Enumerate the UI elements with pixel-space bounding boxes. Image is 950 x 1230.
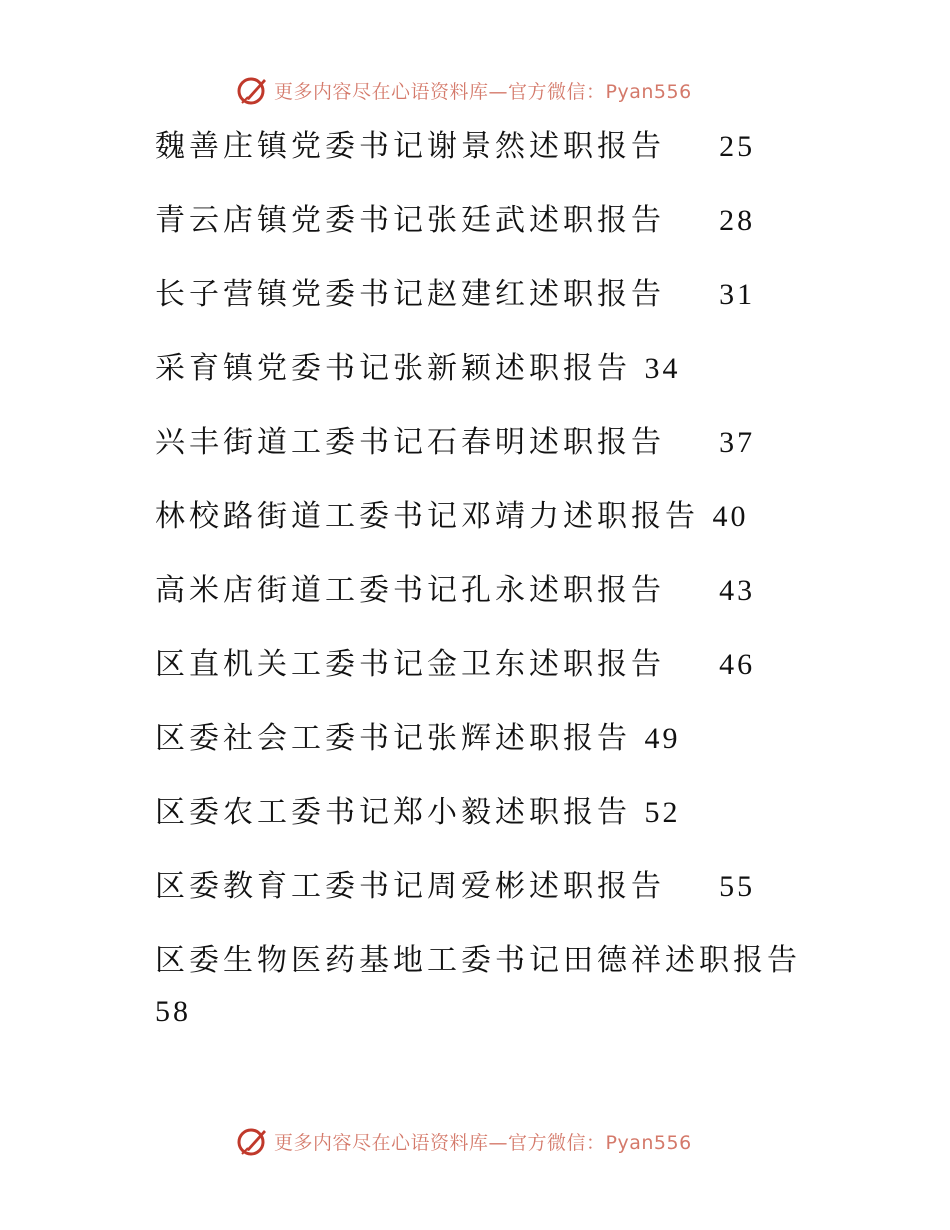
toc-entry bbox=[155, 337, 855, 411]
toc-title: 区委教育工委书记周爱彬述职报告 bbox=[155, 869, 665, 904]
toc-title: 长子营镇党委书记赵建红述职报告 bbox=[155, 277, 665, 312]
quill-logo-icon bbox=[236, 1124, 270, 1158]
watermark-footer bbox=[236, 1123, 692, 1159]
toc-title: 兴丰街道工委书记石春明述职报告 bbox=[155, 425, 665, 460]
toc-entry bbox=[155, 633, 855, 707]
toc-page-number: 28 bbox=[719, 204, 756, 237]
table-of-contents bbox=[155, 115, 855, 1031]
toc-entry bbox=[155, 855, 855, 929]
toc-page-number: 37 bbox=[719, 426, 756, 459]
toc-page-number: 34 bbox=[644, 352, 681, 385]
toc-page-number: 49 bbox=[644, 722, 681, 755]
toc-title: 青云店镇党委书记张廷武述职报告 bbox=[155, 203, 665, 238]
watermark-text: 更多内容尽在心语资料库—官方微信：Pyan556 bbox=[274, 80, 692, 103]
toc-title: 魏善庄镇党委书记谢景然述职报告 bbox=[155, 129, 665, 164]
toc-title: 区委农工委书记郑小毅述职报告 bbox=[155, 795, 631, 830]
toc-title: 区委社会工委书记张辉述职报告 bbox=[155, 721, 631, 756]
toc-title: 区直机关工委书记金卫东述职报告 bbox=[155, 647, 665, 682]
toc-entry bbox=[155, 115, 855, 189]
toc-entry bbox=[155, 485, 855, 559]
toc-page-number: 40 bbox=[712, 500, 749, 533]
watermark-header bbox=[236, 72, 692, 108]
toc-page-number: 43 bbox=[719, 574, 756, 607]
toc-entry bbox=[155, 781, 855, 855]
toc-page-number: 58 bbox=[155, 995, 191, 1028]
toc-title: 区委生物医药基地工委书记田德祥述职报告 bbox=[155, 943, 801, 978]
toc-page-number: 55 bbox=[719, 870, 756, 903]
watermark-text: 更多内容尽在心语资料库—官方微信：Pyan556 bbox=[274, 1131, 692, 1154]
toc-entry bbox=[155, 559, 855, 633]
toc-entry bbox=[155, 189, 855, 263]
toc-title: 采育镇党委书记张新颖述职报告 bbox=[155, 351, 631, 386]
toc-title: 林校路街道工委书记邓靖力述职报告 bbox=[155, 499, 699, 534]
toc-entry bbox=[155, 707, 855, 781]
toc-page-number: 46 bbox=[719, 648, 756, 681]
quill-logo-icon bbox=[236, 73, 270, 107]
toc-entry bbox=[155, 929, 815, 1031]
toc-page-number: 31 bbox=[719, 278, 756, 311]
toc-entry bbox=[155, 411, 855, 485]
toc-title: 高米店街道工委书记孔永述职报告 bbox=[155, 573, 665, 608]
toc-entry bbox=[155, 263, 855, 337]
toc-page-number: 25 bbox=[719, 130, 756, 163]
toc-page-number: 52 bbox=[644, 796, 681, 829]
